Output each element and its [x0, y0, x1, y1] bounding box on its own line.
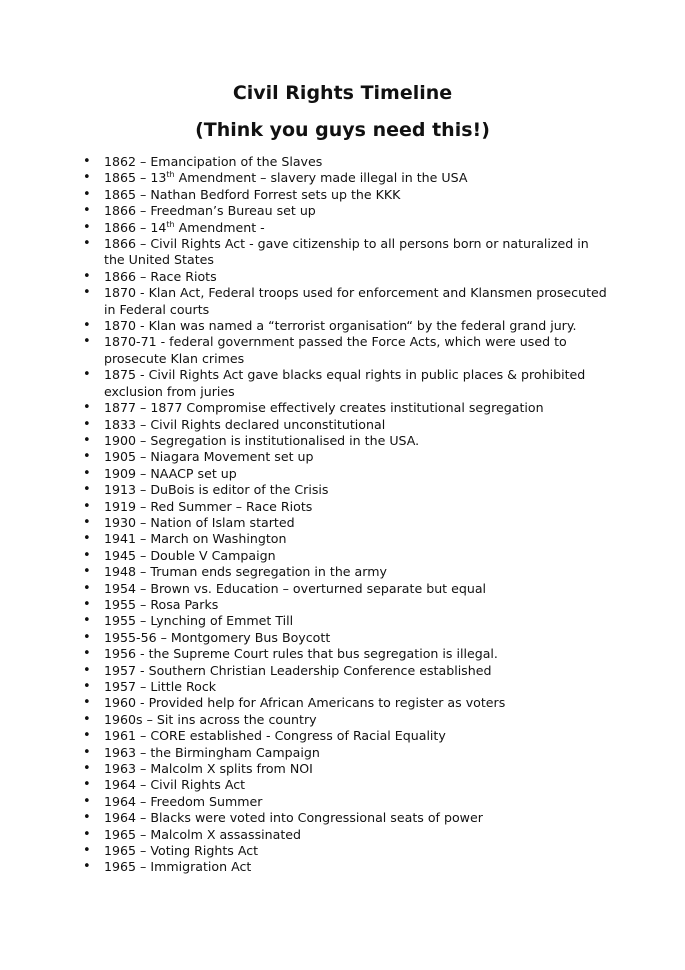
timeline-item-text: 1866 – Civil Rights Act - gave citizenship to all persons born or naturalized in the United States	[104, 236, 589, 268]
timeline-item	[80, 449, 610, 465]
timeline-item-text: 1964 – Blacks were voted into Congressional seats of power	[104, 810, 483, 826]
timeline-item	[80, 695, 610, 711]
timeline-item	[80, 630, 610, 646]
timeline-item	[80, 531, 610, 547]
timeline-item	[80, 564, 610, 580]
timeline-item	[80, 810, 610, 826]
timeline-item-text: 1955 – Rosa Parks	[104, 596, 219, 612]
timeline-item-text: 1866 – Freedman’s Bureau set up	[104, 203, 316, 219]
timeline-item	[80, 728, 610, 744]
timeline-item-text: 1960 - Provided help for African Americans to register as voters	[104, 695, 506, 711]
timeline-item	[80, 597, 610, 613]
timeline-item-text: 1965 – Malcolm X assassinated	[104, 826, 302, 842]
timeline-item-text: 1862 – Emancipation of the Slaves	[104, 154, 323, 169]
timeline-item	[80, 646, 610, 662]
timeline-item	[80, 236, 610, 269]
timeline-item	[80, 745, 610, 761]
timeline-item	[80, 334, 610, 367]
timeline-item	[80, 433, 610, 449]
timeline-item	[80, 203, 610, 219]
timeline-item	[80, 285, 610, 318]
timeline-item	[80, 663, 610, 679]
timeline-item-text: 1866 – 14	[104, 219, 167, 235]
timeline-item-text: 1913 – DuBois is editor of the Crisis	[104, 482, 329, 498]
timeline-item-text: 1964 – Civil Rights Act	[104, 777, 246, 793]
timeline-item-text: 1956 - the Supreme Court rules that bus segregation is illegal.	[104, 646, 498, 662]
timeline-item	[80, 515, 610, 531]
timeline-item-text: 1866 – Race Riots	[104, 268, 217, 284]
timeline-item-text: 1941 – March on Washington	[104, 531, 287, 547]
timeline-item-text: 1870-71 - federal government passed the Force Acts, which were used to prosecute Klan crimes	[104, 334, 567, 366]
timeline-item-text: 1963 – Malcolm X splits from NOI	[104, 761, 313, 777]
timeline-item-text: 1870 - Klan Act, Federal troops used for enforcement and Klansmen prosecuted in Federal courts	[104, 285, 607, 317]
timeline-item-text: 1870 - Klan was named a “terrorist organisation“ by the federal grand jury.	[104, 318, 577, 334]
timeline-item	[80, 187, 610, 203]
timeline-item	[80, 761, 610, 777]
timeline-item	[80, 499, 610, 515]
timeline-item-text: 1905 – Niagara Movement set up	[104, 449, 314, 465]
timeline-item-text: 1945 – Double V Campaign	[104, 547, 276, 563]
timeline-item-text: 1865 – 13	[104, 170, 167, 186]
timeline-item	[80, 827, 610, 843]
timeline-item-text: 1919 – Red Summer – Race Riots	[104, 498, 313, 514]
timeline-item	[80, 318, 610, 334]
timeline-item-text: 1865 – Nathan Bedford Forrest sets up the KKK	[104, 186, 401, 202]
timeline-item-text: 1965 – Voting Rights Act	[104, 843, 259, 859]
timeline-item	[80, 220, 610, 236]
timeline-item	[80, 679, 610, 695]
timeline-item	[80, 269, 610, 285]
timeline-item-text: 1948 – Truman ends segregation in the army	[104, 564, 387, 580]
timeline-item	[80, 581, 610, 597]
timeline-item	[80, 170, 610, 186]
timeline-item	[80, 548, 610, 564]
timeline-item-text: 1875 - Civil Rights Act gave blacks equal rights in public places & prohibited exclusion from juries	[104, 367, 586, 399]
timeline-list	[80, 154, 610, 876]
timeline-item	[80, 466, 610, 482]
timeline-item	[80, 613, 610, 629]
timeline-item-text: 1957 – Little Rock	[104, 679, 217, 694]
timeline-item-text: 1963 – the Birmingham Campaign	[104, 744, 320, 760]
timeline-item-text: 1909 – NAACP set up	[104, 465, 237, 481]
timeline-item	[80, 843, 610, 859]
timeline-item-text: 1955 – Lynching of Emmet Till	[104, 613, 294, 629]
timeline-item	[80, 367, 610, 400]
timeline-item	[80, 712, 610, 728]
timeline-item	[80, 400, 610, 416]
timeline-item-text-continued: Amendment – slavery made illegal in the USA	[174, 170, 468, 186]
timeline-item	[80, 482, 610, 498]
document-subtitle: (Think you guys need this!)	[195, 119, 490, 141]
timeline-item-text: 1900 – Segregation is institutionalised in the USA.	[104, 432, 420, 448]
timeline-item-text-continued: Amendment -	[174, 219, 265, 235]
timeline-item-text: 1965 – Immigration Act	[104, 859, 252, 875]
timeline-item-text: 1964 – Freedom Summer	[104, 793, 263, 809]
timeline-item	[80, 417, 610, 433]
timeline-item	[80, 794, 610, 810]
timeline-item-text: 1877 – 1877 Compromise effectively creates institutional segregation	[104, 400, 544, 416]
ordinal-suffix: th	[166, 170, 175, 180]
timeline-item-text: 1957 - Southern Christian Leadership Conference established	[104, 662, 492, 678]
document-title: Civil Rights Timeline	[232, 82, 453, 104]
timeline-item	[80, 777, 610, 793]
timeline-item-text: 1833 – Civil Rights declared unconstitutional	[104, 416, 386, 432]
ordinal-suffix: th	[166, 219, 175, 229]
timeline-item-text: 1960s – Sit ins across the country	[104, 711, 317, 727]
timeline-item-text: 1955-56 – Montgomery Bus Boycott	[104, 629, 331, 645]
timeline-item	[80, 154, 610, 170]
timeline-item	[80, 859, 610, 875]
timeline-item-text: 1930 – Nation of Islam started	[104, 514, 295, 530]
timeline-item-text: 1961 – CORE established - Congress of Racial Equality	[104, 728, 446, 744]
timeline-item-text: 1954 – Brown vs. Education – overturned separate but equal	[104, 580, 487, 596]
